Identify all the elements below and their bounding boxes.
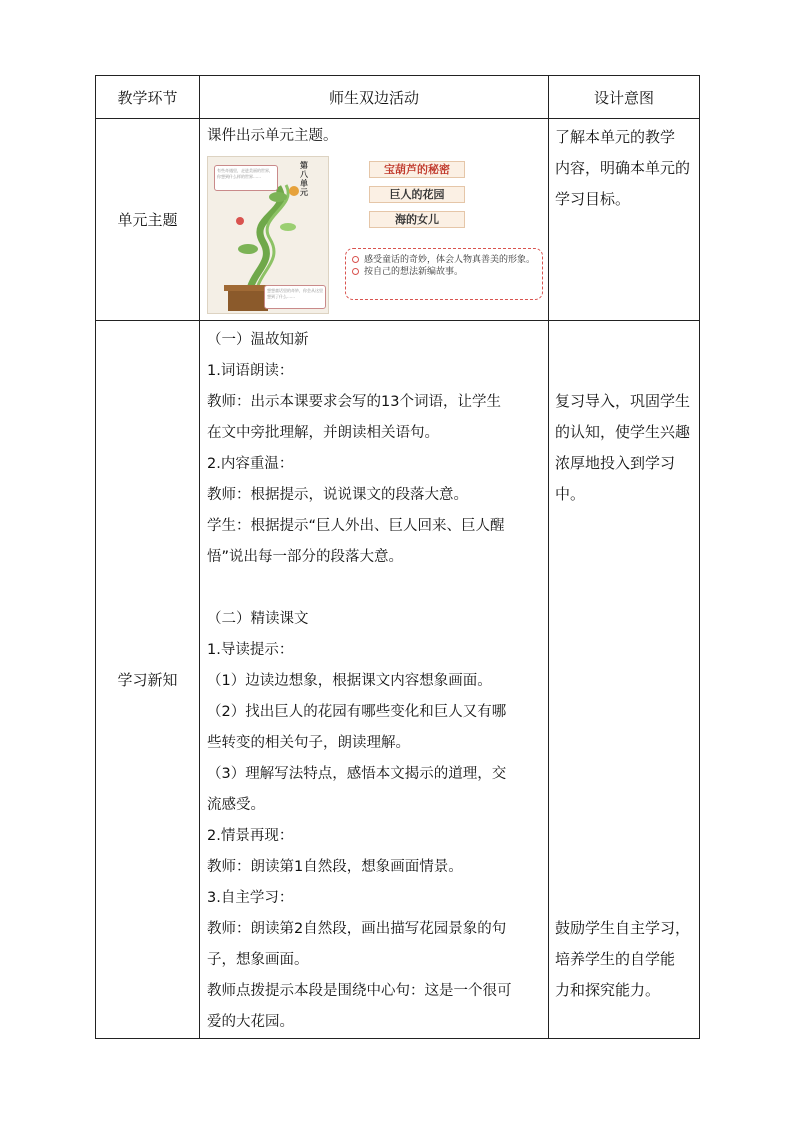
activity-line: 1.导读提示：	[207, 642, 294, 658]
activity-line: 些转变的相关句子，朗读理解。	[207, 735, 410, 751]
intent-line: 中。	[555, 485, 586, 503]
header-stage: 教学环节	[96, 76, 200, 119]
lesson-plan-table	[95, 75, 700, 1039]
goal-item: 感受童话的奇妙，体会人物真善美的形象。	[352, 254, 536, 266]
activity-line: 子，想象画面。	[207, 952, 309, 968]
activity-learn-new	[200, 321, 549, 1039]
cover-note-top: 有些奇遇里，走进美丽的世界，你想到什么样的世界……	[214, 165, 278, 191]
lesson-title-3: 海的女儿	[369, 211, 465, 228]
stage-learn-new: 学习新知	[96, 321, 200, 1039]
intent-line: 复习导入，巩固学生	[555, 392, 691, 410]
unit-goals-box	[345, 248, 543, 300]
activity-line: 教师：朗读第2自然段，画出描写花园景象的句	[207, 921, 507, 937]
intent-line: 浓厚地投入到学习	[555, 454, 676, 472]
activity-line: 2.内容重温：	[207, 456, 294, 472]
cover-note-bottom: 想想童话里的奇妙，你会从这里想到了什么……	[264, 285, 326, 309]
activity-line: 悟”说出每一部分的段落大意。	[207, 549, 404, 565]
header-row	[96, 76, 700, 119]
unit-slide-image	[207, 156, 547, 314]
activity-line: （二）精读课文	[207, 611, 309, 627]
activity-line: 3.自主学习：	[207, 890, 294, 906]
circle-bullet-icon	[352, 256, 359, 263]
intent-line: 培养学生的自学能	[555, 950, 676, 968]
intent-line: 学习目标。	[555, 190, 631, 208]
activity-line: （一）温故知新	[207, 332, 309, 348]
intent-learn-new	[549, 321, 700, 1039]
circle-bullet-icon	[352, 268, 359, 275]
activity-line: 在文中旁批理解，并朗读相关语句。	[207, 425, 439, 441]
activity-line: 1.词语朗读：	[207, 363, 294, 379]
intent-line: 的认知，使学生兴趣	[555, 423, 691, 441]
unit-title: 第八单元	[300, 161, 308, 197]
activity-line	[207, 573, 541, 604]
activity-line: （2）找出巨人的花园有哪些变化和巨人又有哪	[207, 704, 507, 720]
activity-line: 教师：朗读第1自然段，想象画面情景。	[207, 859, 463, 875]
activity-unit-theme	[200, 119, 549, 321]
activity-line: （1）边读边想象，根据课文内容想象画面。	[207, 673, 492, 689]
intent-line: 内容，明确本单元的	[555, 159, 691, 177]
activity-line: 爱的大花园。	[207, 1014, 294, 1030]
intent-unit-theme	[549, 119, 700, 321]
activity-line: 教师：出示本课要求会写的13个词语，让学生	[207, 394, 501, 410]
intent-line: 鼓励学生自主学习，	[555, 919, 691, 937]
unit-cover	[207, 156, 329, 314]
header-activity: 师生双边活动	[200, 76, 549, 119]
activity-line: （3）理解写法特点，感悟本文揭示的道理，交	[207, 766, 507, 782]
header-intent: 设计意图	[549, 76, 700, 119]
activity-line: 教师点拨提示本段是围绕中心句：这是一个很可	[207, 983, 512, 999]
activity-line: 教师：根据提示，说说课文的段落大意。	[207, 487, 468, 503]
activity-line: 流感受。	[207, 797, 265, 813]
activity-line: 学生：根据提示“巨人外出、巨人回来、巨人醒	[207, 518, 505, 534]
stage-unit-theme: 单元主题	[96, 119, 200, 321]
row-unit-theme	[96, 119, 700, 321]
activity-line: 课件出示单元主题。	[207, 128, 338, 144]
lesson-title-1: 宝葫芦的秘密	[369, 161, 465, 178]
row-learn-new	[96, 321, 700, 1039]
activity-line: 2.情景再现：	[207, 828, 294, 844]
goal-item: 按自己的想法新编故事。	[352, 266, 536, 278]
intent-line: 力和探究能力。	[555, 981, 661, 999]
lesson-title-2: 巨人的花园	[369, 186, 465, 203]
intent-line: 了解本单元的教学	[555, 128, 676, 146]
